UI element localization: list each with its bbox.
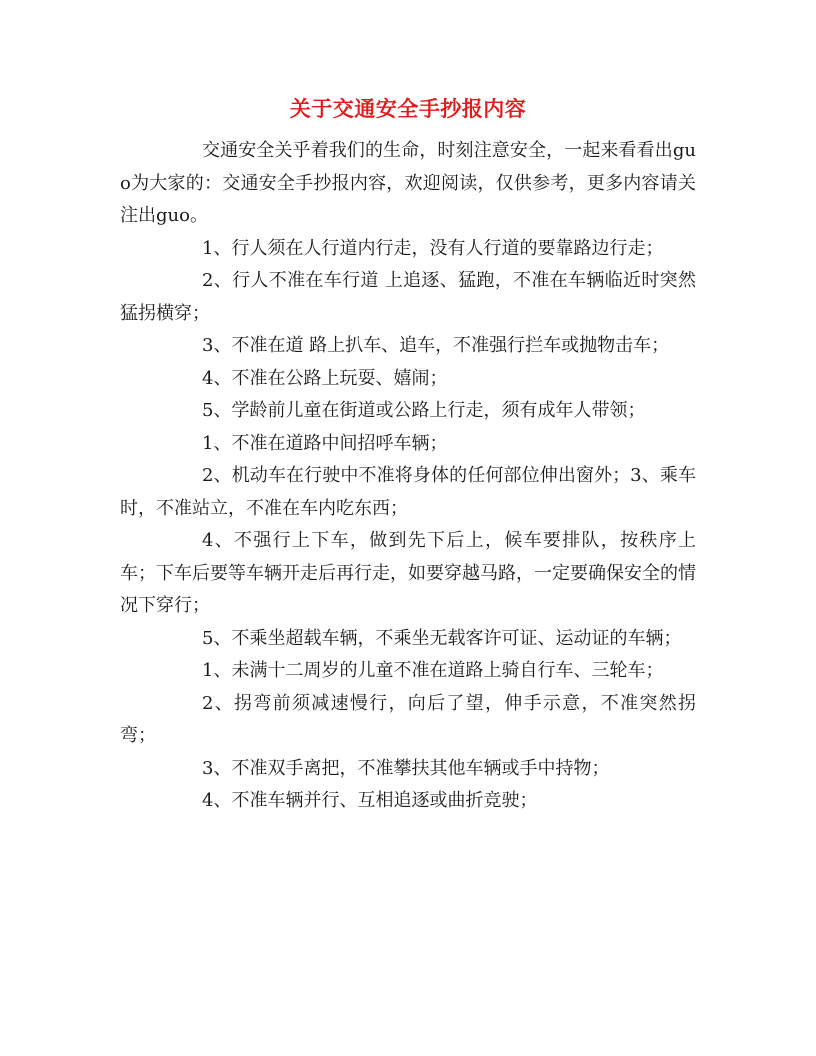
rule-paragraph: 1、不准在道路中间招呼车辆； xyxy=(202,432,448,454)
rule-paragraph: 5、学龄前儿童在街道或公路上行走，须有成年人带领； xyxy=(202,400,646,421)
document-body xyxy=(120,135,696,818)
rule-paragraph: 1、行人须在人行道内行走，没有人行道的要靠路边行走； xyxy=(202,237,664,259)
rule-paragraph: 1、未满十二周岁的儿童不准在道路上骑自行车、三轮车； xyxy=(202,660,664,681)
rule-paragraph: 5、不乘坐超载车辆，不乘坐无载客许可证、运动证的车辆； xyxy=(202,627,682,649)
rule-paragraph: 2、机动车在行驶中不准将身体的任何部位伸出窗外；3、乘车时，不准站立，不准在车内吃东西； xyxy=(120,465,696,519)
rule-paragraph: 4、不准车辆并行、互相追逐或曲折竞驶； xyxy=(202,790,538,811)
document-title: 关于交通安全手抄报内容 xyxy=(289,96,527,121)
rule-paragraph: 4、不强行上下车，做到先下后上，候车要排队，按秩序上车；下车后要等车辆开走后再行走，如要穿越马路，一定要确保安全的情况下穿行； xyxy=(120,530,696,616)
intro-paragraph: 交通安全关乎着我们的生命，时刻注意安全，一起来看看出guo为大家的：交通安全手抄报内容，欢迎阅读，仅供参考，更多内容请关注出guo。 xyxy=(120,140,696,226)
rule-paragraph: 3、不准在道 路上扒车、追车，不准强行拦车或抛物击车； xyxy=(202,335,670,356)
rule-paragraph: 2、拐弯前须减速慢行，向后了望，伸手示意，不准突然拐弯； xyxy=(120,692,696,746)
rule-paragraph: 4、不准在公路上玩耍、嬉闹； xyxy=(202,367,448,389)
rule-paragraph: 2、行人不准在车行道 上追逐、猛跑，不准在车辆临近时突然猛拐横穿； xyxy=(120,270,696,324)
rule-paragraph: 3、不准双手离把，不准攀扶其他车辆或手中持物； xyxy=(202,757,610,779)
